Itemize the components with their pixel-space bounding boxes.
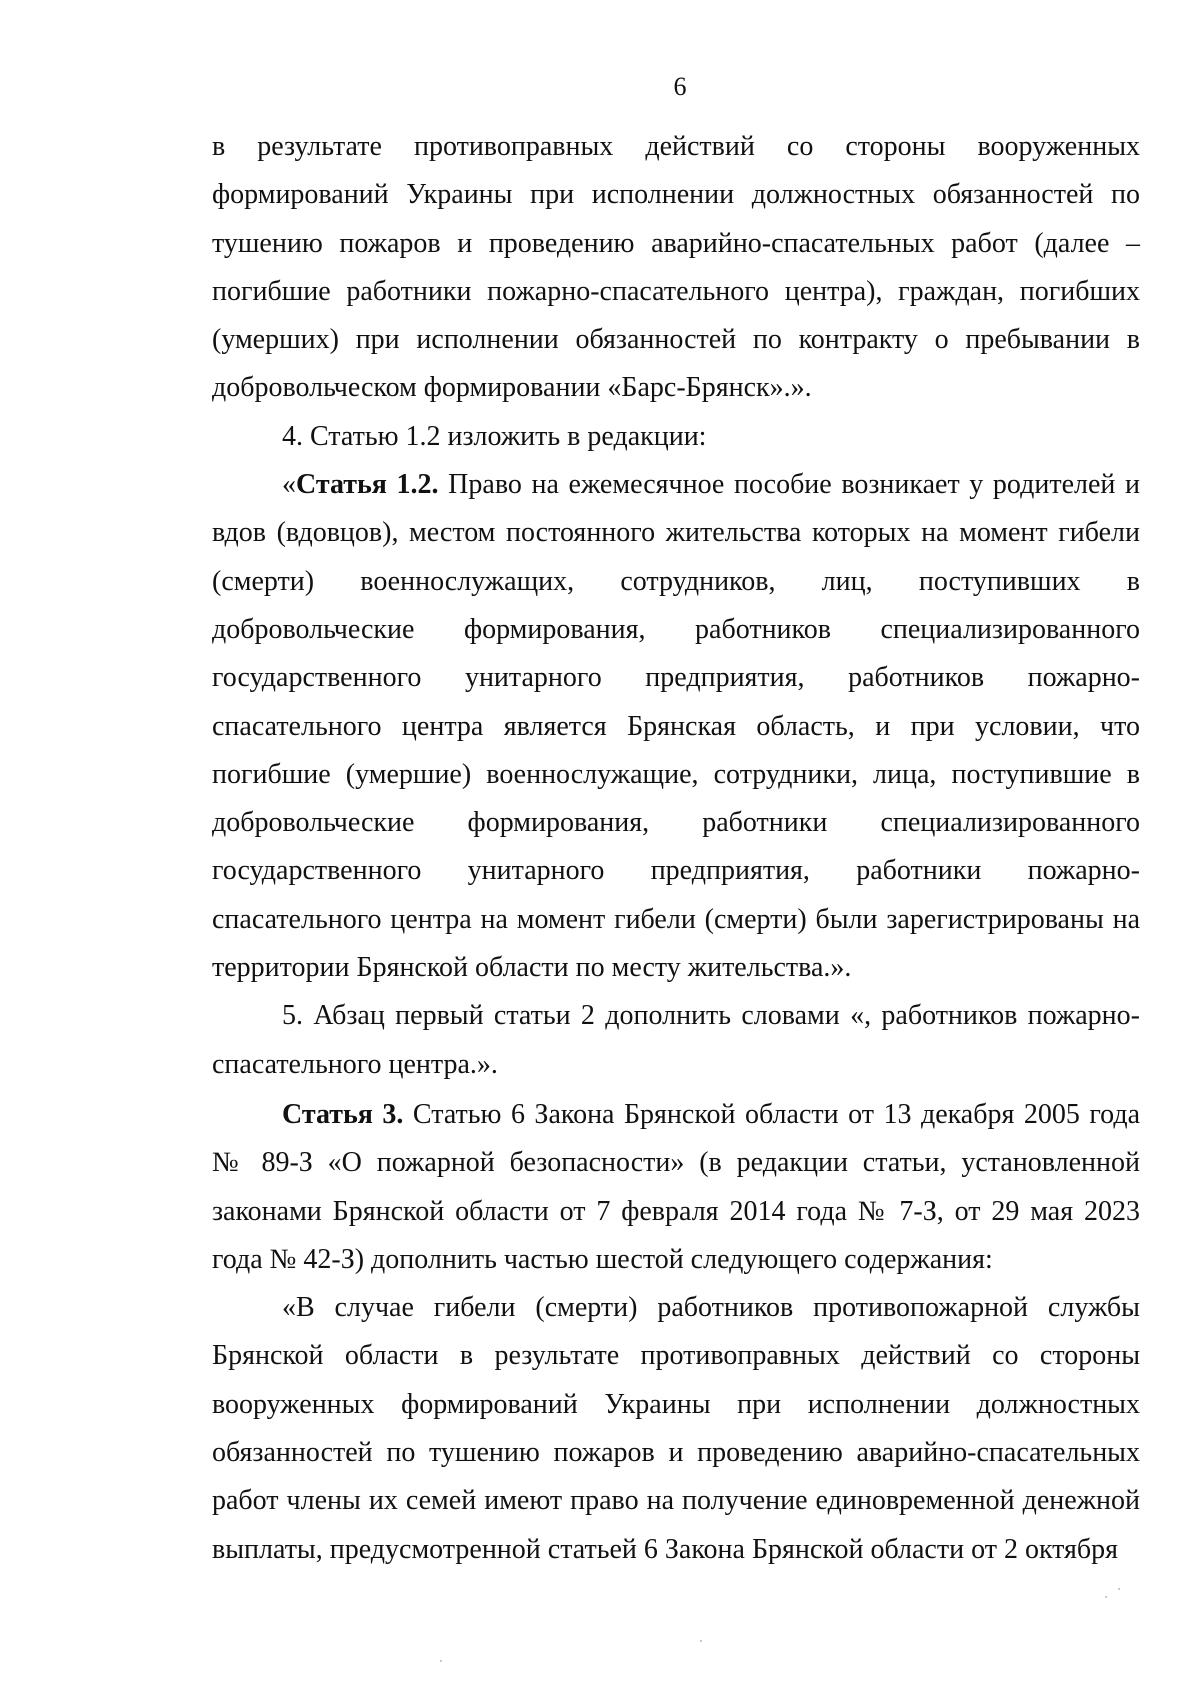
scan-speck xyxy=(440,1660,442,1662)
paragraph-continuation xyxy=(212,123,1140,413)
opening-quote: « xyxy=(282,469,296,501)
paragraph-text: 5. Абзац первый статьи 2 дополнить словами «, работников пожарно-спасательного центра.». xyxy=(212,1000,1140,1080)
paragraph-text: 4. Статью 1.2 изложить в редакции: xyxy=(282,420,707,452)
paragraph-text: Право на ежемесячное пособие возникает у родителей и вдов (вдовцов), местом постоянного жительства которых на момент гибели (смерти) военнослужащих, сотрудников, лиц, поступивших в добровольческие формирования, работников специализированного государственного унитарного предприятия, работников пожарно-спасательного центра является Брянская область, и при условии, что погибшие (умершие) военнослужащие, сотрудники, лица, поступившие в добровольческие формирования, работники специализированного государственного унитарного предприятия, работники пожарно-спасательного центра на момент гибели (смерти) были зарегистрированы на территории Брянской области по месту жительства.». xyxy=(212,469,1140,984)
scan-speck xyxy=(1118,1588,1120,1590)
article-heading: Статья 1.2. xyxy=(296,469,439,501)
page-number: 6 xyxy=(673,72,687,101)
paragraph-text: в результате противоправных действий со стороны вооруженных формирований Украины при исполнении должностных обязанностей по тушению пожаров и проведению аварийно-спасательных работ (далее – погибшие работники пожарно-спасательного центра), граждан, погибших (умерших) при исполнении обязанностей по контракту о пребывании в добровольческом формировании «Барс-Брянск».». xyxy=(212,131,1140,404)
paragraph-item-5 xyxy=(212,992,1140,1089)
paragraph-text: Статью 6 Закона Брянской области от 13 декабря 2005 года № 89-З «О пожарной безопасности» (в редакции статьи, установленной законами Брянской области от 7 февраля 2014 года № 7-З, от 29 мая 2023 года № 42-З) дополнить частью шестой следующего содержания: xyxy=(212,1098,1141,1275)
paragraph-text: «В случае гибели (смерти) работников противопожарной службы Брянской области в результате противоправных действий со стороны вооруженных формирований Украины при исполнении должностных обязанностей по тушению пожаров и проведению аварийно-спасательных работ члены их семей имеют право на получение единовременной денежной выплаты, предусмотренной статьей 6 Закона Брянской области от 2 октября xyxy=(212,1292,1140,1565)
paragraph-item-4 xyxy=(212,413,1140,461)
article-heading: Статья 3. xyxy=(282,1098,404,1130)
paragraph-quoted-part xyxy=(212,1284,1140,1574)
paragraph-article-3 xyxy=(212,1091,1140,1284)
paragraph-article-1-2 xyxy=(212,461,1140,992)
document-body xyxy=(212,123,1140,1574)
scan-speck xyxy=(1105,1596,1107,1598)
scan-speck xyxy=(700,1640,702,1642)
